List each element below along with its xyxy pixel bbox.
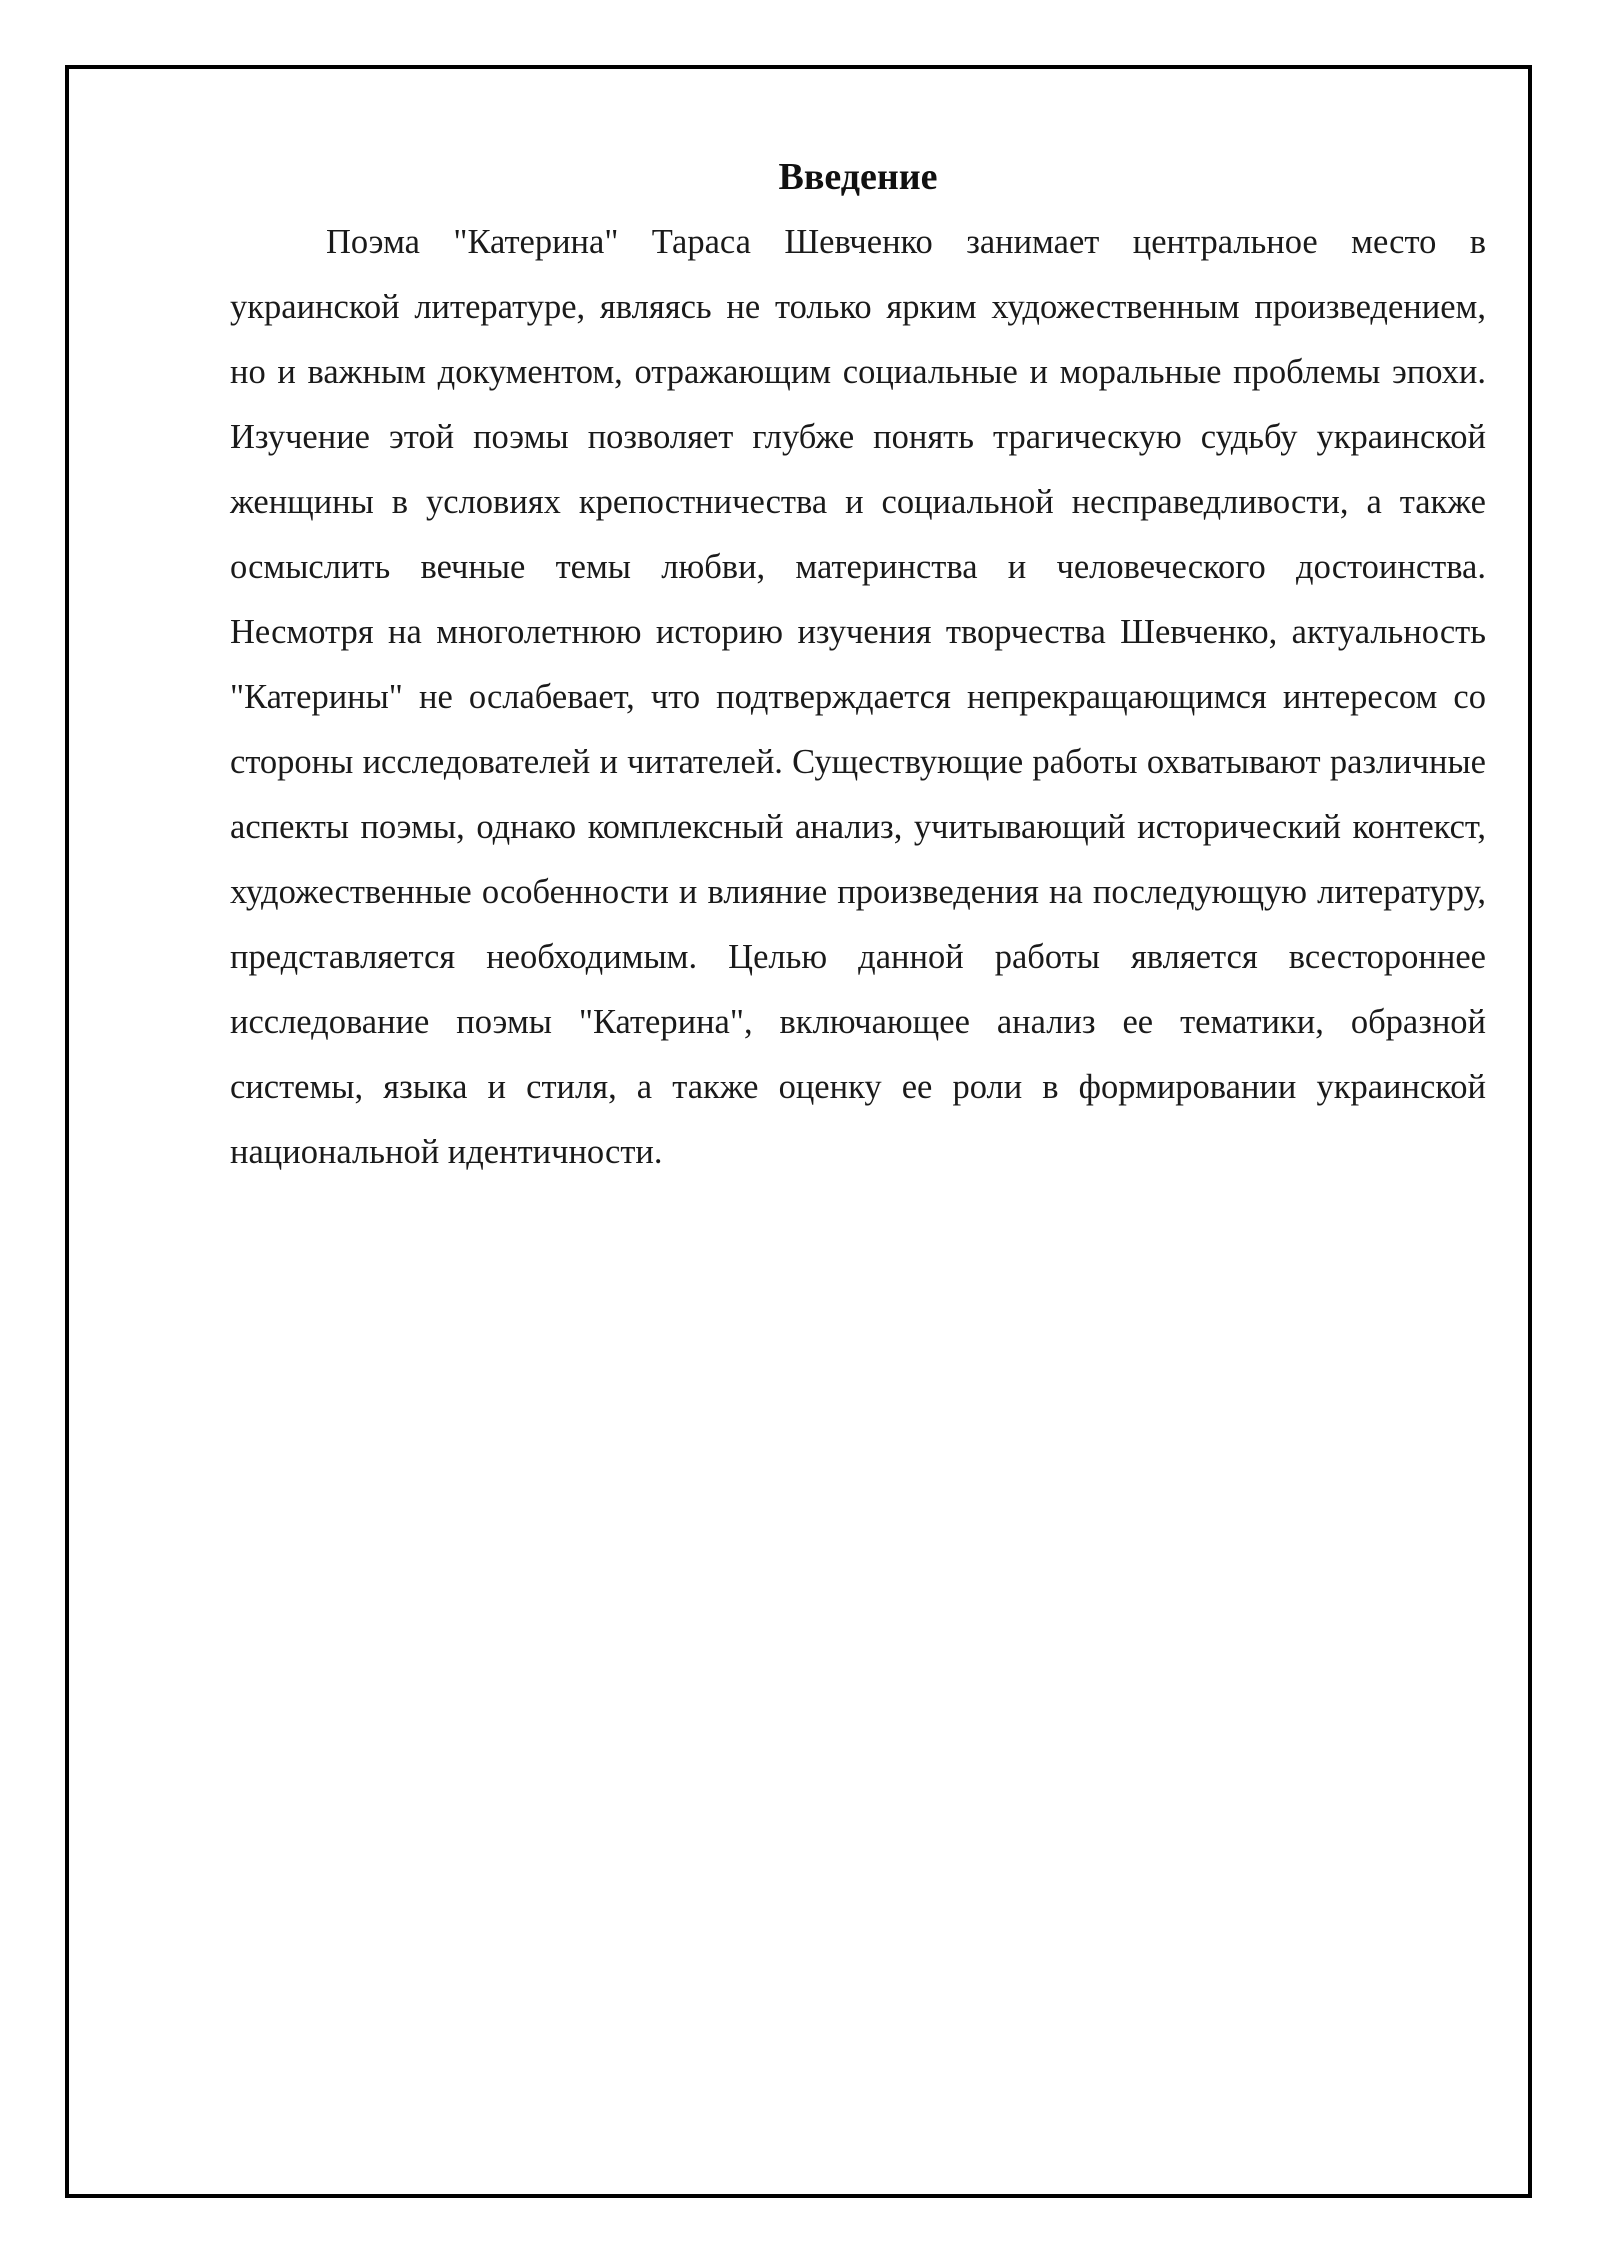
document-body — [230, 150, 1486, 1185]
introduction-paragraph: Поэма "Катерина" Тараса Шевченко занимает центральное место в украинской литературе, являясь не только ярким художественным произведением, но и важным документом, отражающим социальные и моральные проблемы эпохи. Изучение этой поэмы позволяет глубже понять трагическую судьбу украинской женщины в условиях крепостничества и социальной несправедливости, а также осмыслить вечные темы любви, материнства и человеческого достоинства. Несмотря на многолетнюю историю изучения творчества Шевченко, актуальность "Катерины" не ослабевает, что подтверждается непрекращающимся интересом со стороны исследователей и читателей. Существующие работы охватывают различные аспекты поэмы, однако комплексный анализ, учитывающий исторический контекст, художественные особенности и влияние произведения на последующую литературу, представляется необходимым. Целью данной работы является всестороннее исследование поэмы "Катерина", включающее анализ ее тематики, образной системы, языка и стиля, а также оценку ее роли в формировании украинской национальной идентичности. — [230, 223, 1486, 1171]
section-heading: Введение — [778, 156, 938, 198]
